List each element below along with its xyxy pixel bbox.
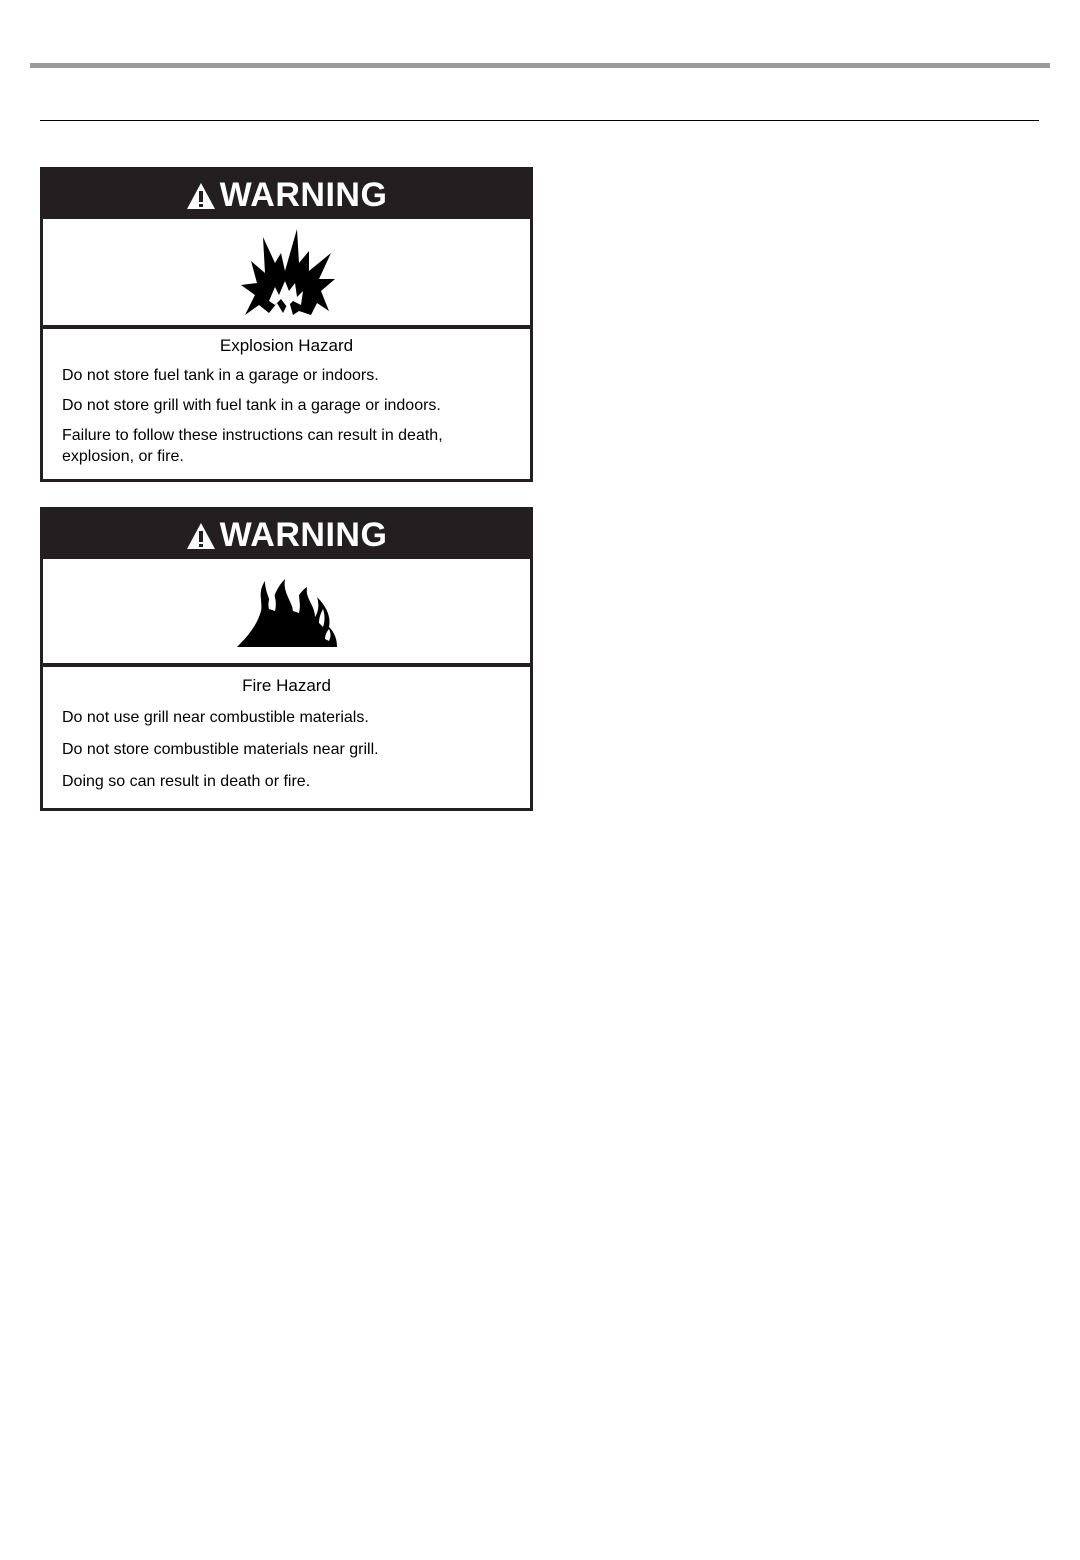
warning-title: WARNING: [219, 515, 388, 554]
warning-label-explosion: [40, 167, 533, 482]
warning-header: [43, 170, 530, 219]
hazard-pictogram: [43, 559, 530, 667]
warning-triangle-icon: [186, 182, 216, 210]
hazard-text: [43, 329, 530, 467]
warning-line: Failure to follow these instructions can result in death, explosion, or fire.: [62, 427, 443, 465]
explosion-icon: [239, 227, 335, 317]
warning-header: [43, 510, 530, 559]
warning-line: Do not store fuel tank in a garage or indoors.: [62, 367, 379, 384]
warning-triangle-icon: [186, 522, 216, 550]
hazard-text: [43, 667, 530, 792]
hazard-name: Explosion Hazard: [219, 336, 354, 355]
warning-line: Do not store grill with fuel tank in a garage or indoors.: [62, 397, 441, 414]
fire-icon: [235, 573, 339, 649]
hazard-name: Fire Hazard: [242, 676, 331, 695]
warning-title: WARNING: [219, 175, 388, 214]
warning-line: Do not use grill near combustible materials.: [62, 709, 369, 726]
top-divider: [30, 63, 1050, 68]
hazard-pictogram: [43, 219, 530, 329]
section-divider: [40, 120, 1039, 121]
warning-label-fire: [40, 507, 533, 811]
warning-line: Do not store combustible materials near grill.: [62, 741, 379, 758]
warning-line: Doing so can result in death or fire.: [62, 773, 311, 790]
